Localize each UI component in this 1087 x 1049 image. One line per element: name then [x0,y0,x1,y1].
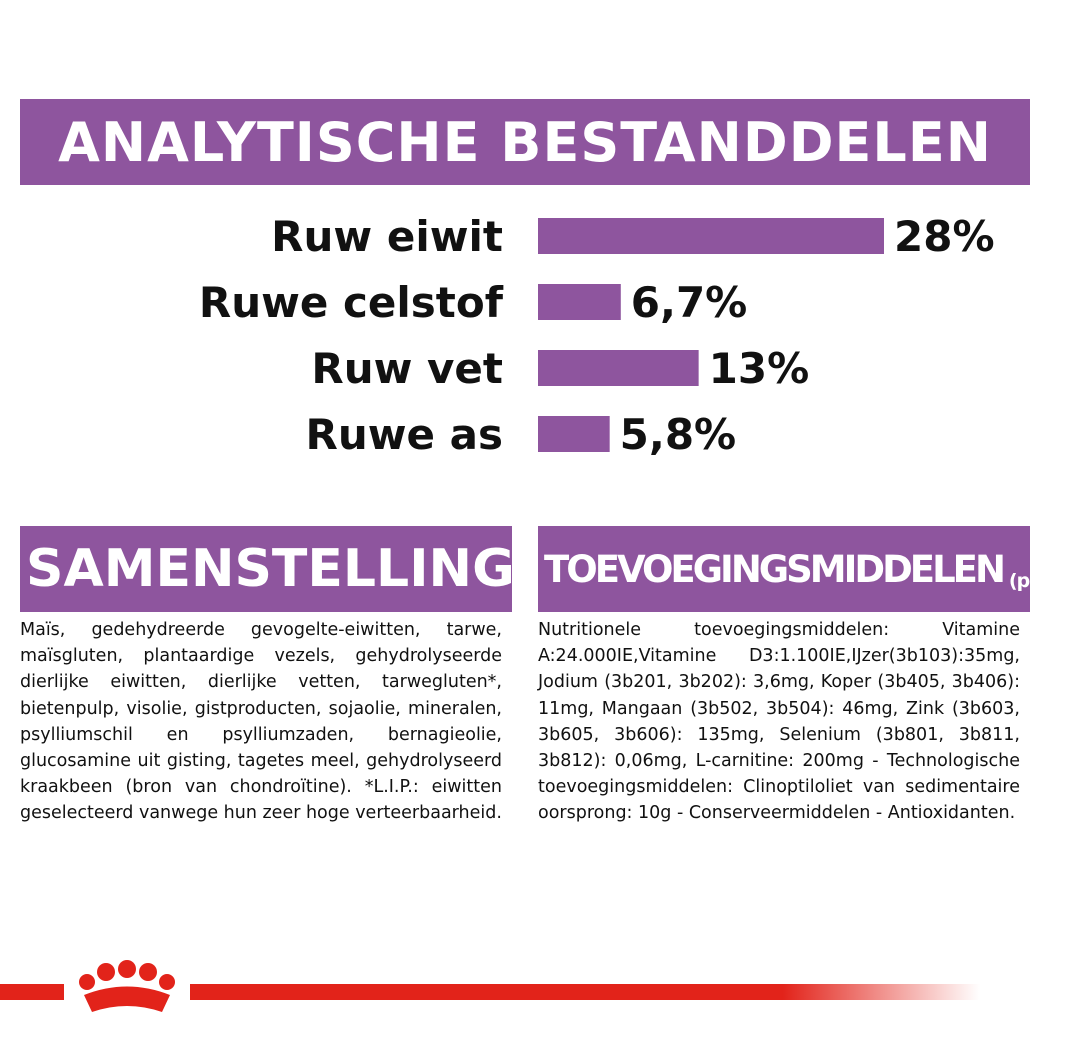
bar [538,416,610,452]
additives-title: TOEVOEGINGSMIDDELEN [544,547,1003,591]
category-label: Ruw eiwit [271,212,503,261]
footer-line-right [190,984,980,1000]
value-label: 13% [708,344,810,393]
value-label: 6,7% [630,278,748,327]
royal-canin-crown-icon [79,960,175,1012]
category-label: Ruw vet [311,344,503,393]
category-label: Ruwe celstof [198,278,503,327]
nutrient-bar-chart [0,0,1049,480]
brand-footer [0,960,1049,1020]
additives-title-banner [538,526,1087,612]
bar [538,350,699,386]
category-label: Ruwe as [305,410,503,459]
composition-text: Maïs, gedehydreerde gevogelte-eiwitten, tarwe, maïsgluten, plantaardige vezels, gehydrolyseerde dierlijke eiwitten, dierlijke vetten, tarwegluten*, bietenpulp, visolie, gistproducten, sojaolie, mineralen, psylliumschil en psylliumzaden, bernagieolie, glucosamine uit gisting, tagetes meel, gehydrolyseerd kraakbeen (bron van chondroïtine). *L.I.P.: eiwitten geselecteerd vanwege hun zeer hoge verteerbaarheid. [20,620,502,824]
bar [538,284,621,320]
composition-title-banner [20,526,515,612]
composition-title: SAMENSTELLING [26,539,515,599]
additives-unit: (per kg) [1008,570,1087,592]
value-label: 28% [894,212,995,261]
analysis-title: ANALYTISCHE BESTANDDELEN [58,110,992,174]
bar [538,218,884,254]
footer-line-left [0,984,64,1000]
value-label: 5,8% [619,410,737,459]
additives-text: Nutritionele toevoegingsmiddelen: Vitamine A:24.000IE,Vitamine D3:1.100IE,IJzer(3b103):35mg, Jodium (3b201, 3b202): 3,6mg, Koper (3b405, 3b406): 11mg, Mangaan (3b502, 3b504): 46mg, Zink (3b603, 3b605, 3b606): 135mg, Selenium (3b801, 3b811, 3b812): 0,06mg, L-carnitine: 200mg - Technologische toevoegingsmiddelen: Clinoptiloliet van sedimentaire oorsprong: 10g - Conserveermiddelen - Antioxidanten. [538,620,1020,824]
